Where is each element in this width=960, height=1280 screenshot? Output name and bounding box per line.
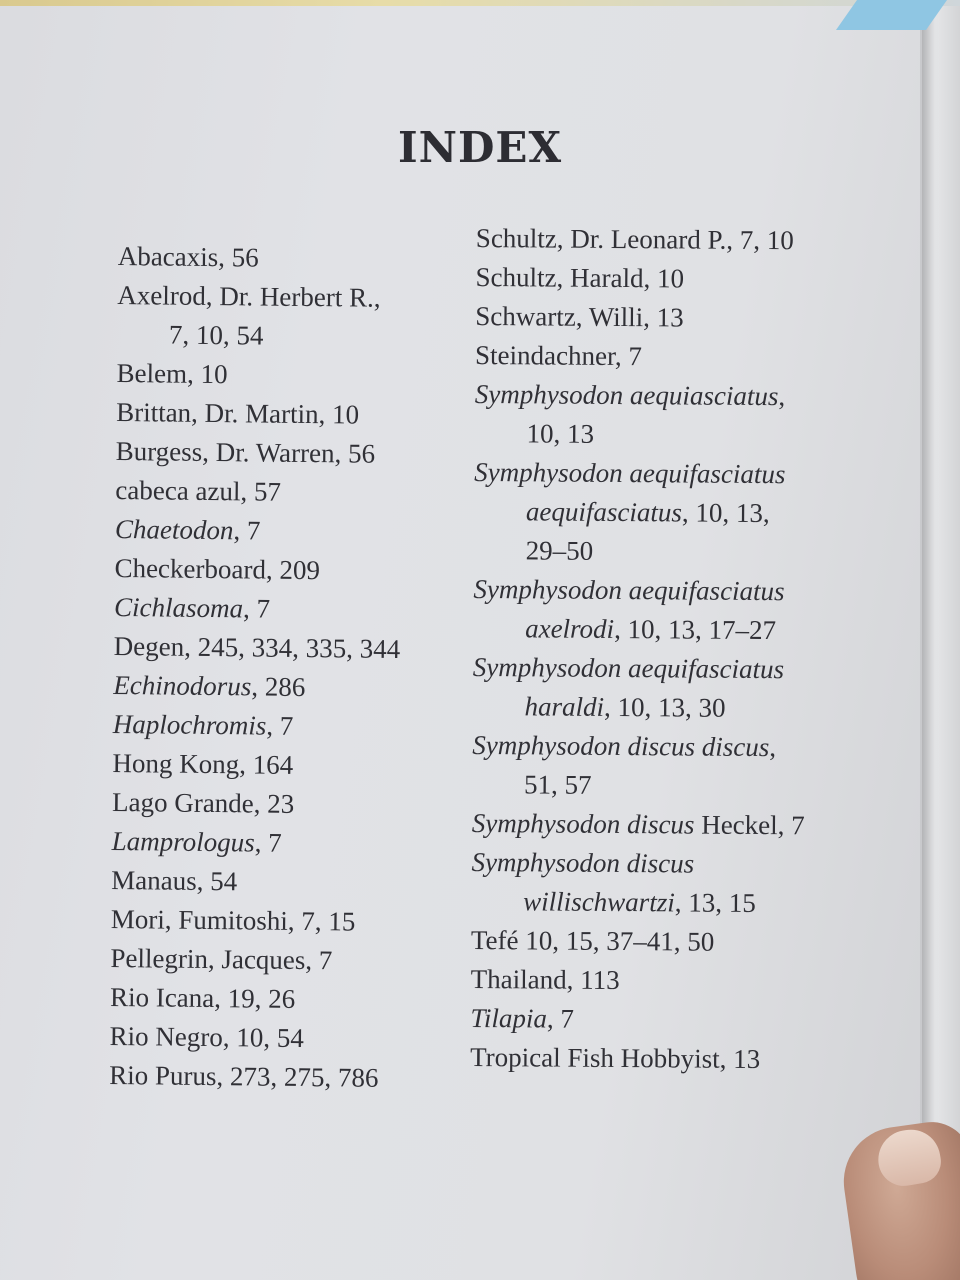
index-entry-main [114, 631, 401, 664]
index-text: Schultz, Dr. Leonard P., 7, 10 [475, 222, 794, 256]
facing-page-edge [917, 0, 960, 1280]
index-entry-main [473, 652, 784, 684]
index-entry-main [471, 964, 620, 995]
index-text: Checkerboard, 209 [114, 552, 321, 586]
index-entry [112, 783, 442, 825]
index-text: Tropical Fish Hobbyist, 13 [470, 1041, 761, 1075]
index-text: , 7 [546, 1003, 575, 1034]
index-entry [115, 510, 445, 552]
index-entry-main [116, 358, 227, 389]
index-entry-continuation [474, 414, 854, 456]
index-text: cabeca azul, 57 [115, 474, 282, 507]
index-entry [109, 1017, 439, 1059]
index-entry-main [472, 730, 776, 762]
index-entry [115, 471, 445, 513]
index-text: Brittan, Dr. Martin, 10 [116, 396, 360, 430]
index-entry [114, 627, 444, 669]
index-entry [109, 1056, 439, 1098]
index-entry-continuation [474, 531, 854, 573]
index-entry-main [111, 865, 237, 896]
index-entry [472, 648, 853, 729]
index-term-italic: Symphysodon discus [471, 807, 695, 840]
index-text: , 10, 13, 17–27 [614, 613, 777, 646]
index-entry-main [475, 340, 642, 371]
index-entry-continuation [471, 882, 851, 924]
index-entry [110, 939, 440, 981]
index-term-italic: Symphysodon aequifasciatus [473, 573, 785, 607]
index-entry-main [110, 943, 332, 975]
index-entry-main [113, 670, 305, 702]
index-entry-main [111, 904, 356, 937]
index-text: Axelrod, Dr. Herbert R., [117, 279, 381, 313]
index-text: , 7 [254, 827, 282, 858]
index-column-right [470, 219, 856, 1080]
index-text: , 13, 15 [674, 887, 756, 918]
index-term-italic: Symphysodon discus [471, 846, 695, 879]
index-text: Tefé 10, 15, 37–41, 50 [470, 924, 715, 957]
index-column-left [109, 237, 448, 1098]
index-entry-continuation [472, 687, 852, 729]
index-text: Belem, 10 [116, 357, 228, 390]
index-text: 10, 13 [526, 418, 595, 449]
index-text: Lago Grande, 23 [111, 786, 295, 819]
index-term-italic: Haplochromis [112, 708, 267, 741]
index-term-italic: Lamprologus [111, 825, 255, 858]
index-entry [474, 453, 855, 573]
index-text: Burgess, Dr. Warren, 56 [115, 435, 376, 469]
index-entry [471, 960, 851, 1002]
index-text: Steindachner, 7 [474, 339, 643, 372]
index-entry [475, 258, 855, 300]
index-term-italic: Chaetodon [114, 513, 234, 546]
index-entry-main [475, 379, 786, 411]
index-entry-main [109, 1060, 379, 1093]
index-text: 7, 10, 54 [168, 319, 264, 351]
index-entry [474, 375, 855, 456]
index-text: , [778, 381, 786, 412]
index-entry [111, 822, 441, 864]
index-entry-continuation [473, 609, 853, 651]
index-text: 51, 57 [523, 769, 592, 800]
index-entry [470, 1038, 850, 1080]
index-entry-main [475, 262, 684, 293]
index-entry-main [116, 436, 376, 469]
index-entry-main [475, 301, 684, 332]
index-entry-main [471, 925, 715, 957]
index-entry-main [117, 280, 380, 313]
page-title: INDEX [397, 123, 563, 173]
index-entry-main [115, 475, 281, 507]
index-entry-continuation [474, 492, 854, 534]
index-entry [116, 354, 446, 396]
index-entry-main [470, 1003, 574, 1034]
index-text: , 10, 13, 30 [604, 691, 726, 723]
index-term-italic: haraldi [524, 691, 605, 722]
index-entry-main [114, 553, 320, 585]
index-text: Abacaxis, 56 [117, 240, 259, 273]
index-entry [475, 297, 855, 339]
index-text: , 286 [251, 671, 306, 702]
index-text: Schwartz, Willi, 13 [475, 300, 684, 333]
index-term-italic: willischwartzi [523, 886, 675, 918]
index-text: Heckel, 7 [694, 809, 805, 841]
index-entry-main [471, 847, 694, 879]
index-text: Manaus, 54 [111, 864, 238, 897]
index-entry [472, 804, 852, 846]
index-entry-main [473, 574, 784, 606]
index-text: , [769, 732, 777, 763]
index-text: Mori, Fumitoshi, 7, 15 [110, 903, 356, 937]
index-entry-main [470, 1042, 760, 1074]
index-entry-main [115, 514, 261, 546]
index-entry-main [476, 223, 794, 255]
index-text: Rio Icana, 19, 26 [109, 981, 296, 1014]
index-entry [475, 336, 855, 378]
index-entry-main [109, 1021, 304, 1053]
index-entry-continuation [472, 765, 852, 807]
index-term-italic: Symphysodon aequiasciatus [474, 378, 779, 412]
index-entry [116, 393, 446, 435]
index-entry [116, 432, 446, 474]
index-entry [114, 549, 444, 591]
index-entry-continuation [117, 315, 447, 357]
index-text: , 7 [233, 515, 261, 546]
index-entry [113, 666, 443, 708]
index-term-italic: axelrodi [525, 613, 615, 644]
index-term-italic: Echinodorus [113, 669, 252, 702]
index-entry-main [112, 826, 282, 858]
index-entry [471, 843, 852, 924]
index-text: Degen, 245, 334, 335, 344 [113, 630, 401, 664]
index-text: Rio Negro, 10, 54 [109, 1020, 305, 1053]
index-term-italic: Symphysodon aequifasciatus [474, 456, 786, 490]
index-entry [476, 219, 856, 261]
index-text: , 7 [266, 710, 294, 741]
index-entry [111, 861, 441, 903]
index-entry-main [112, 787, 294, 819]
index-entry [471, 921, 851, 963]
index-entry [470, 999, 850, 1041]
index-text: , 7 [242, 593, 271, 624]
index-text: Thailand, 113 [470, 963, 620, 996]
index-entry-main [114, 592, 270, 624]
index-entry [111, 900, 441, 942]
index-entry-main [116, 397, 359, 430]
index-entry-main [112, 748, 293, 780]
index-entry-main [474, 457, 785, 489]
index-term-italic: Symphysodon discus discus [472, 729, 770, 763]
index-entry [112, 744, 442, 786]
index-entry [117, 276, 448, 357]
index-text: Rio Purus, 273, 275, 786 [109, 1059, 379, 1093]
index-entry [473, 570, 854, 651]
index-entry [114, 588, 444, 630]
index-entry [472, 726, 853, 807]
index-entry [118, 237, 448, 279]
index-entry-main [472, 808, 805, 840]
index-term-italic: Cichlasoma [113, 591, 244, 624]
index-entry [110, 978, 440, 1020]
index-text: , 10, 13, [681, 497, 770, 529]
top-edge-strip [0, 0, 960, 6]
index-entry-main [113, 709, 294, 741]
index-entry-main [118, 241, 259, 272]
index-text: Schultz, Harald, 10 [475, 261, 685, 294]
index-term-italic: aequifasciatus [525, 496, 683, 528]
index-term-italic: Symphysodon aequifasciatus [472, 651, 785, 685]
index-text: Pellegrin, Jacques, 7 [110, 942, 333, 976]
index-entry-main [110, 982, 296, 1014]
index-text: 29–50 [525, 535, 594, 566]
index-text: Hong Kong, 164 [112, 747, 294, 780]
index-term-italic: Tilapia [470, 1002, 548, 1034]
index-entry [113, 705, 443, 747]
